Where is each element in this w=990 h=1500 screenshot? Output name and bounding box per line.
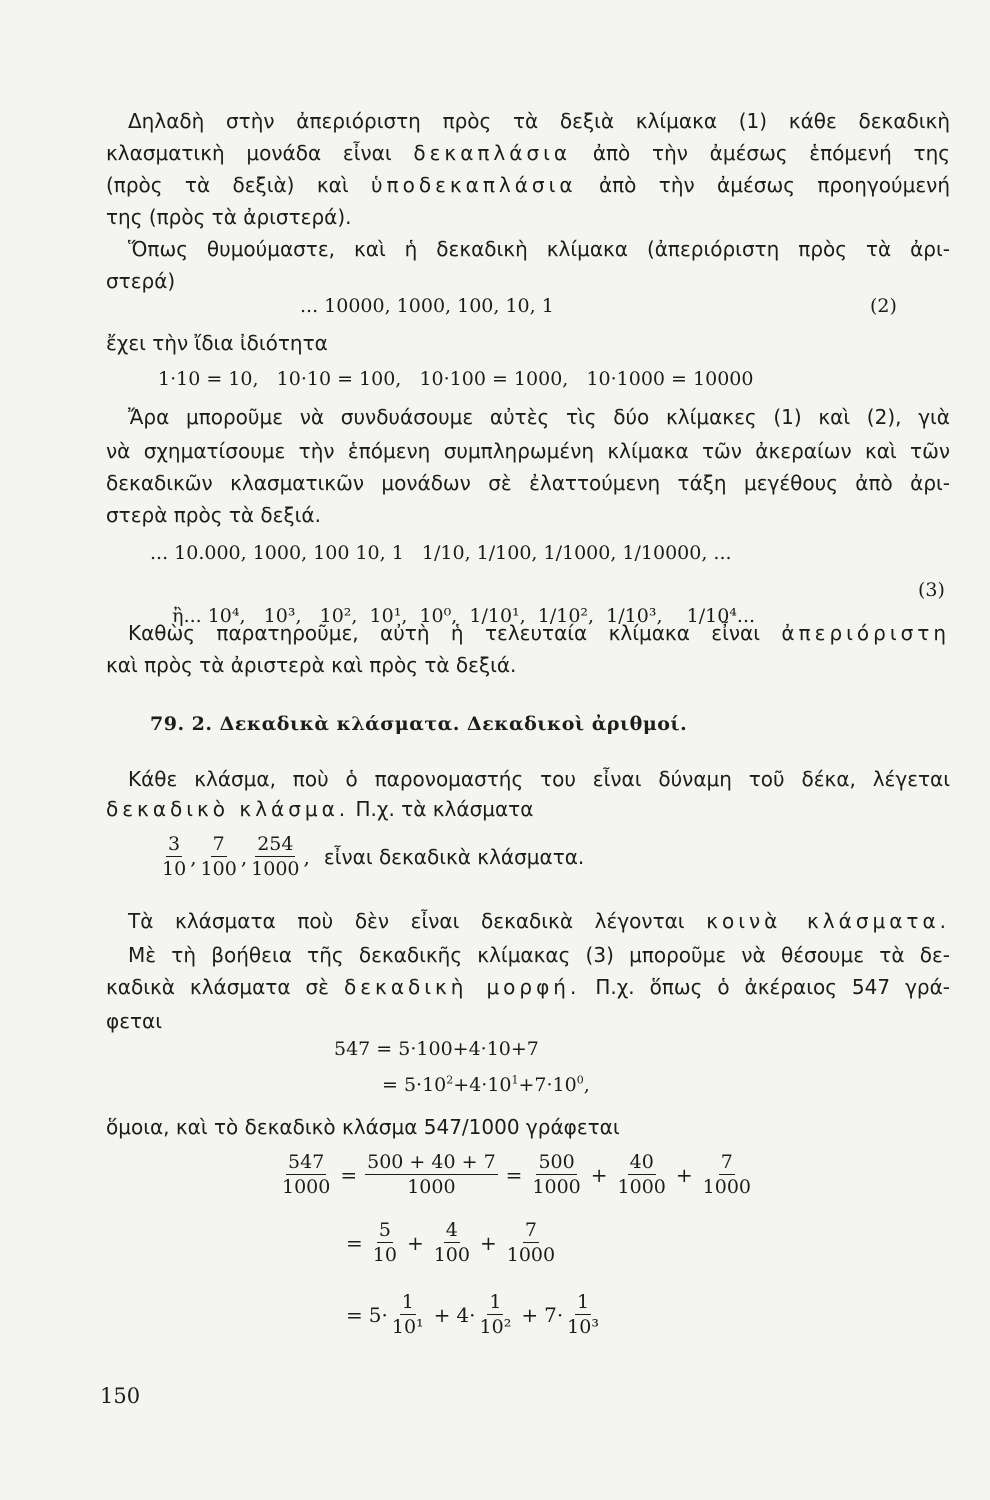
- combined-scale: ... 10.000, 1000, 100 10, 1 1/10, 1/100, 1/1000, 1/10000, ...: [150, 542, 732, 564]
- equation-547: 547 = 5·100+4·10+7: [334, 1038, 539, 1060]
- fraction: $\frac{547}{1000}$: [282, 1151, 331, 1198]
- equation-label: (3): [918, 579, 945, 601]
- scale-2: ... 10000, 1000, 100, 10, 1: [300, 295, 554, 317]
- text-line: δεκαδικῶν κλασματικῶν μονάδων σὲ ἐλαττούμενη τάξη μεγέθους ἀπὸ ἀρι-: [106, 471, 950, 495]
- text-line: ἔχει τὴν ἴδια ἰδιότητα: [106, 331, 328, 355]
- fraction: $\frac{254}{1000}$: [251, 833, 300, 880]
- text-line: εἶναι δεκαδικὰ κλάσματα.: [323, 844, 585, 869]
- fraction: $\frac{7}{100}$: [200, 833, 237, 880]
- page-number: 150: [100, 1384, 141, 1408]
- text-line: στερά): [106, 269, 176, 293]
- fraction: $\frac{4}{100}$: [433, 1219, 470, 1266]
- fraction-simplified: = $\frac{5}{10}$ + $\frac{4}{100}$ + $\frac{7}{1000}$: [346, 1219, 556, 1266]
- text-line: κλασματικὴ μονάδα εἶναι δεκαπλάσια ἀπὸ τὴν ἀμέσως ἑπόμενή της: [106, 141, 950, 165]
- fraction: $\frac{1}{\text{10³}}$: [567, 1291, 599, 1338]
- emphasized-term: δεκαδικὴ μορφή.: [343, 975, 581, 999]
- text-line: στερὰ πρὸς τὰ δεξιά.: [106, 503, 321, 527]
- fraction: $\frac{500}{1000}$: [532, 1151, 581, 1198]
- emphasized-term: ὑποδεκαπλάσια: [370, 173, 577, 197]
- example-fractions: $\frac{3}{10}$ , $\frac{7}{100}$ , $\frac{254}{1000}$ , εἶναι δεκαδικὰ κλάσματα.: [162, 833, 585, 880]
- fraction: $\frac{500 + 40 + 7}{1000}$: [367, 1151, 496, 1198]
- section-heading: 79. 2. Δεκαδικὰ κλάσματα. Δεκαδικοὶ ἀριθμοί.: [150, 713, 688, 735]
- fraction: $\frac{1}{\text{10²}}$: [479, 1291, 512, 1338]
- equation-label: (2): [870, 295, 897, 317]
- text-line: Τὰ κλάσματα ποὺ δὲν εἶναι δεκαδικὰ λέγονται κοινὰ κλάσματα.: [128, 909, 950, 933]
- products-line: 1·10 = 10, 10·10 = 100, 10·100 = 1000, 10·1000 = 10000: [158, 368, 754, 390]
- fraction: $\frac{3}{10}$: [162, 833, 187, 880]
- text-line: φεται: [106, 1009, 162, 1033]
- text-line: Μὲ τὴ βοήθεια τῆς δεκαδικῆς κλίμακας (3) μποροῦμε νὰ θέσουμε τὰ δε-: [128, 943, 950, 967]
- fraction: $\frac{7}{1000}$: [506, 1219, 556, 1266]
- text-line: της (πρὸς τὰ ἀριστερά).: [106, 205, 352, 229]
- emphasized-term: ἀπεριόριστη: [781, 621, 951, 645]
- text-line: Κάθε κλάσμα, ποὺ ὁ παρονομαστής του εἶναι δύναμη τοῦ δέκα, λέγεται: [128, 767, 950, 791]
- emphasized-term: δεκαπλάσια: [413, 141, 572, 165]
- text-line: Καθὼς παρατηροῦμε, αὐτὴ ἡ τελευταία κλίμακα εἶναι ἀπεριόριστη: [128, 621, 951, 645]
- text-line: καὶ πρὸς τὰ ἀριστερὰ καὶ πρὸς τὰ δεξιά.: [106, 653, 517, 677]
- text-line: καδικὰ κλάσματα σὲ δεκαδικὴ μορφή. Π.χ. ὅπως ὁ ἀκέραιος 547 γρά-: [106, 975, 950, 999]
- text-line: (πρὸς τὰ δεξιὰ) καὶ ὑποδεκαπλάσια ἀπὸ τὴν ἀμέσως προηγούμενή: [106, 173, 950, 197]
- text-line: Ὅπως θυμούμαστε, καὶ ἡ δεκαδικὴ κλίμακα (ἀπεριόριστη πρὸς τὰ ἀρι-: [128, 237, 950, 261]
- text-line: Δηλαδὴ στὴν ἀπεριόριστη πρὸς τὰ δεξιὰ κλίμακα (1) κάθε δεκαδικὴ: [128, 109, 950, 133]
- text-line: δεκαδικὸ κλάσμα. Π.χ. τὰ κλάσματα: [106, 797, 534, 821]
- fraction-decomposition: $\frac{547}{1000}$ = $\frac{500 + 40 + 7}{1000}$ = $\frac{500}{1000}$ + $\frac{40}{1000}$ + $\frac{7}{1000}$: [282, 1151, 752, 1198]
- text-line: νὰ σχηματίσουμε τὴν ἑπόμενη συμπληρωμένη κλίμακα τῶν ἀκεραίων καὶ τῶν: [106, 439, 950, 463]
- fraction: $\frac{7}{1000}$: [702, 1151, 752, 1198]
- emphasized-term: κοινὰ κλάσματα.: [706, 909, 950, 933]
- fraction-powers: = 5 · $\frac{1}{\text{10¹}}$ + 4 · $\frac{1}{\text{10²}}$ + 7 · $\frac{1}{\text{10³}}$: [346, 1291, 599, 1338]
- fraction: $\frac{5}{10}$: [372, 1219, 397, 1266]
- equation-547-powers: = $5\cdot 10^2+4\cdot 10^1+7\cdot 10^0$,: [382, 1073, 590, 1096]
- emphasized-term: δεκαδικὸ κλάσμα.: [106, 797, 350, 821]
- powers-scale: ἢ... 10⁴, 10³, 10², 10¹, 10⁰, 1/10¹, 1/10², 1/10³, 1/10⁴...: [172, 605, 756, 627]
- fraction: $\frac{1}{\text{10¹}}$: [391, 1291, 424, 1338]
- fraction: $\frac{40}{1000}$: [617, 1151, 666, 1198]
- text-line: Ἄρα μποροῦμε νὰ συνδυάσουμε αὐτὲς τὶς δύο κλίμακες (1) καὶ (2), γιὰ: [128, 405, 950, 429]
- text-line: ὅμοια, καὶ τὸ δεκαδικὸ κλάσμα 547/1000 γράφεται: [106, 1115, 620, 1139]
